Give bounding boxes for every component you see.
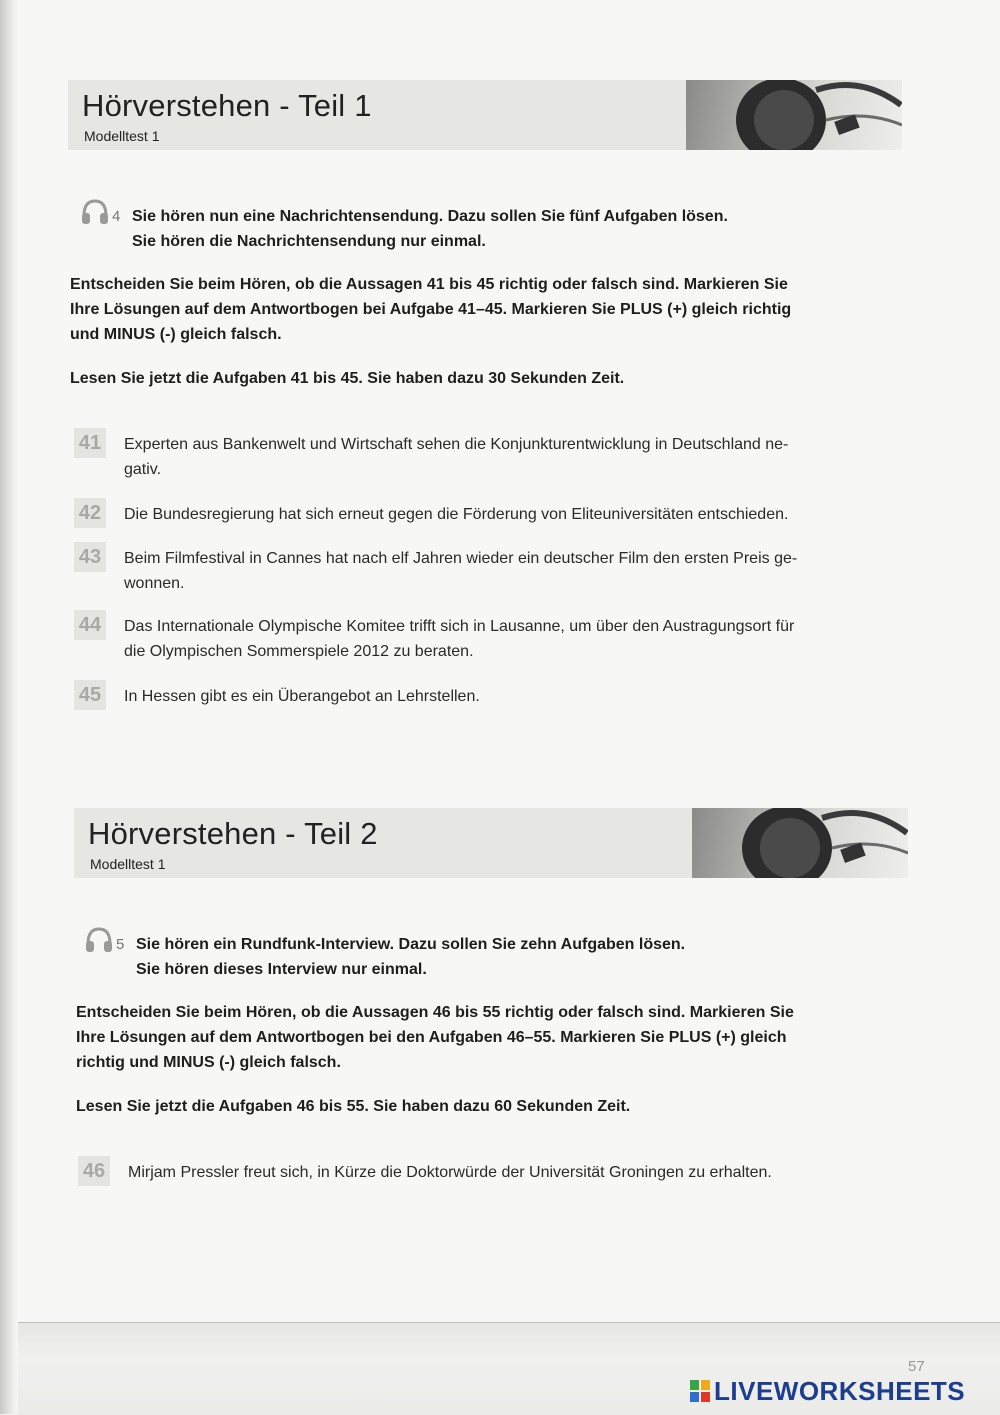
- headphones-image: [686, 80, 902, 150]
- section2-instructions: [76, 1000, 906, 1075]
- item-text: [124, 684, 904, 709]
- item-number: 42: [74, 498, 106, 528]
- section1-track-number: 4: [112, 208, 121, 225]
- item-text-line1: Experten aus Bankenwelt und Wirtschaft sehen die Konjunkturentwicklung in Deutschland ne-: [124, 436, 789, 453]
- item-text-line1: Die Bundesregierung hat sich erneut gegen die Förderung von Eliteuniversitäten entschieden.: [124, 506, 789, 523]
- section1-header: [68, 80, 902, 150]
- item-text-line2: die Olympischen Sommerspiele 2012 zu beraten.: [124, 643, 474, 660]
- page-number: 57: [908, 1358, 925, 1375]
- section2-audio-line2: Sie hören dieses Interview nur einmal.: [136, 961, 427, 978]
- page-binding-edge: [0, 0, 18, 1414]
- item-text-line1: Mirjam Pressler freut sich, in Kürze die Doktorwürde der Universität Groningen zu erhalten.: [128, 1164, 772, 1181]
- section2-read-instruction: Lesen Sie jetzt die Aufgaben 46 bis 55. Sie haben dazu 60 Sekunden Zeit.: [76, 1098, 631, 1115]
- section1-audio-instruction: [112, 204, 728, 254]
- item-text: [128, 1160, 908, 1185]
- item-text: [124, 502, 904, 527]
- section1-subtitle: Modelltest 1: [84, 128, 160, 144]
- item-text: [124, 546, 904, 596]
- liveworksheets-logo-icon: [690, 1380, 710, 1402]
- section2-instr-line3: richtig und MINUS (-) gleich falsch.: [76, 1054, 341, 1071]
- section1-instructions: [70, 272, 900, 347]
- item-text-line2: gativ.: [124, 461, 162, 478]
- section2-title: Hörverstehen - Teil 2: [88, 816, 378, 851]
- liveworksheets-logo-text: LIVEWORKSHEETS: [714, 1376, 966, 1406]
- item-text: [124, 432, 904, 482]
- item-number: 41: [74, 428, 106, 458]
- section2-header: [74, 808, 908, 878]
- headphones-icon: [84, 926, 114, 954]
- section1-instr-line2: Ihre Lösungen auf dem Antwortbogen bei Aufgabe 41–45. Markieren Sie PLUS (+) gleich richtig: [70, 301, 792, 318]
- section1-audio-line1: Sie hören nun eine Nachrichtensendung. Dazu sollen Sie fünf Aufgaben lösen.: [132, 208, 728, 225]
- section1-instr-line3: und MINUS (-) gleich falsch.: [70, 326, 282, 343]
- section2-audio-line1: Sie hören ein Rundfunk-Interview. Dazu sollen Sie zehn Aufgaben lösen.: [136, 936, 686, 953]
- item-text-line2: wonnen.: [124, 575, 185, 592]
- section1-title: Hörverstehen - Teil 1: [82, 88, 372, 123]
- item-number: 45: [74, 680, 106, 710]
- item-text-line1: Beim Filmfestival in Cannes hat nach elf Jahren wieder ein deutscher Film den ersten Preis ge-: [124, 550, 798, 567]
- headphones-image: [692, 808, 908, 878]
- item-number: 44: [74, 610, 106, 640]
- section1-instr-line1: Entscheiden Sie beim Hören, ob die Aussagen 41 bis 45 richtig oder falsch sind. Markieren Sie: [70, 276, 788, 293]
- item-number: 46: [78, 1156, 110, 1186]
- section2-instr-line1: Entscheiden Sie beim Hören, ob die Aussagen 46 bis 55 richtig oder falsch sind. Markieren Sie: [76, 1004, 794, 1021]
- section2-instr-line2: Ihre Lösungen auf dem Antwortbogen bei den Aufgaben 46–55. Markieren Sie PLUS (+) gleich: [76, 1029, 787, 1046]
- section1-read-instruction: Lesen Sie jetzt die Aufgaben 41 bis 45. Sie haben dazu 30 Sekunden Zeit.: [70, 370, 625, 387]
- headphones-icon: [80, 198, 110, 226]
- section2-audio-instruction: [116, 932, 686, 982]
- item-text-line1: In Hessen gibt es ein Überangebot an Lehrstellen.: [124, 688, 480, 705]
- section1-audio-line2: Sie hören die Nachrichtensendung nur einmal.: [132, 233, 486, 250]
- section2-track-number: 5: [116, 936, 125, 953]
- section2-subtitle: Modelltest 1: [90, 856, 166, 872]
- item-text-line1: Das Internationale Olympische Komitee trifft sich in Lausanne, um über den Austragungsort für: [124, 618, 795, 635]
- item-number: 43: [74, 542, 106, 572]
- item-text: [124, 614, 904, 664]
